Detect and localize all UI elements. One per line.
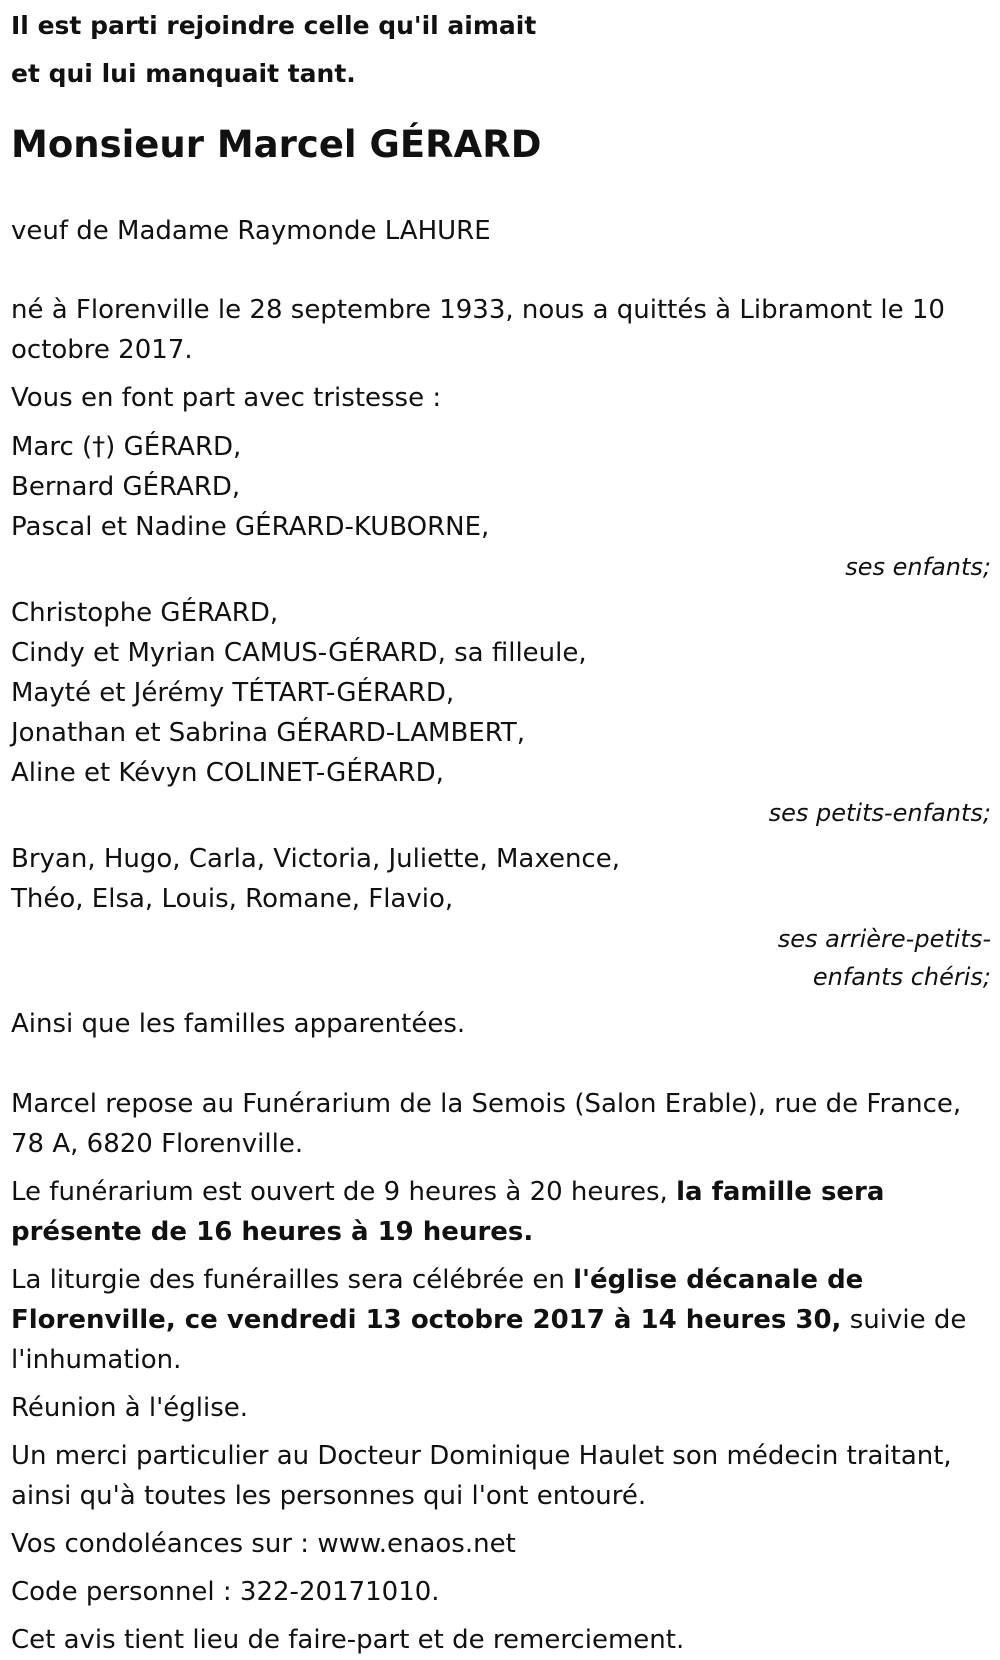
list-item: Mayté et Jérémy TÉTART-GÉRARD, [11,678,455,708]
list-item: Bernard GÉRARD, [11,472,241,502]
intro-quote [11,0,991,98]
great-grandchildren-role-line-2: enfants chéris; [812,963,991,991]
related-families: Ainsi que les familles apparentées. [11,1009,466,1039]
announcement: Vous en font part avec tristesse : [11,383,442,413]
deceased-name: Monsieur Marcel GÉRARD [11,123,542,166]
children-role: ses enfants; [845,553,991,581]
great-grandchildren-role [11,920,991,996]
intro-line-1: Il est parti rejoindre celle qu'il aimait [11,11,537,40]
list-item: Théo, Elsa, Louis, Romane, Flavio, [11,884,454,914]
list-item: Aline et Kévyn COLINET-GÉRARD, [11,758,444,788]
visiting-hours [11,1172,991,1252]
children-list [11,427,991,547]
closing-note: Cet avis tient lieu de faire-part et de remerciement. [11,1625,685,1655]
personal-code: Code personnel : 322-20171010. [11,1577,440,1607]
list-item: Marc (†) GÉRARD, [11,432,242,462]
list-item: Bryan, Hugo, Carla, Victoria, Juliette, Maxence, [11,844,620,874]
list-item: Christophe GÉRARD, [11,598,279,628]
intro-line-2: et qui lui manquait tant. [11,59,356,88]
liturgy-place-time: l'église décanale de Florenville, ce vendredi 13 octobre 2017 à 14 heures 30, [11,1265,864,1335]
list-item: Jonathan et Sabrina GÉRARD-LAMBERT, [11,718,526,748]
reunion: Réunion à l'église. [11,1393,249,1423]
repose-location: Marcel repose au Funérarium de la Semois (Salon Erable), rue de France, 78 A, 6820 Florenville. [11,1089,962,1159]
obituary-notice [11,0,991,1660]
condolences: Vos condoléances sur : www.enaos.net [11,1529,516,1559]
birth-death: né à Florenville le 28 septembre 1933, nous a quittés à Libramont le 10 octobre 2017. [11,295,945,365]
great-grandchildren-list [11,839,991,919]
family-presence: la famille sera présente de 16 heures à 19 heures. [11,1177,885,1247]
liturgy-text: La liturgie des funérailles sera célébrée en [11,1265,565,1295]
grandchildren-role: ses petits-enfants; [768,799,991,827]
liturgy-burial: suivie de l'inhumation. [11,1305,967,1375]
visiting-hours-text: Le funérarium est ouvert de 9 heures à 20 heures, [11,1177,668,1207]
liturgy [11,1260,991,1380]
widow-of: veuf de Madame Raymonde LAHURE [11,216,491,246]
list-item: Pascal et Nadine GÉRARD-KUBORNE, [11,512,490,542]
list-item: Cindy et Myrian CAMUS-GÉRARD, sa filleule, [11,638,587,668]
great-grandchildren-role-line-1: ses arrière-petits- [777,925,991,953]
grandchildren-list [11,593,991,793]
thanks: Un merci particulier au Docteur Dominique Haulet son médecin traitant, ainsi qu'à toutes les personnes qui l'ont entouré. [11,1441,952,1511]
